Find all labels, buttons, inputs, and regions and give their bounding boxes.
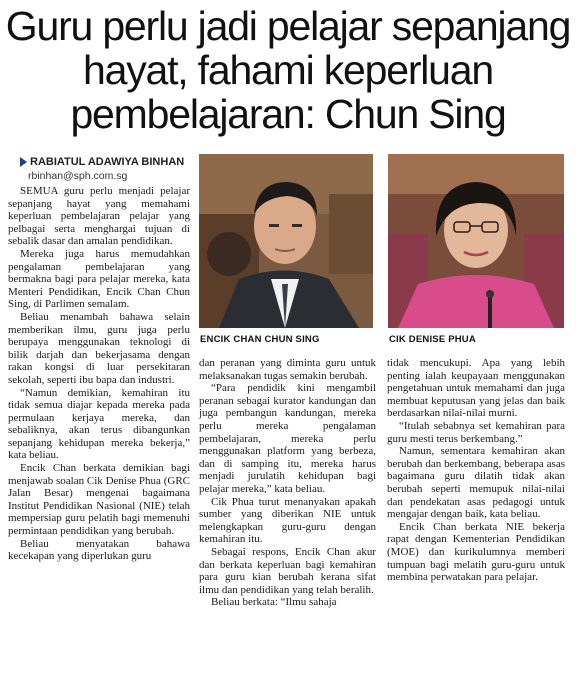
paragraph: Cik Phua turut menanyakan apakah sumber yang diberikan NIE untuk melengkapkan guru-guru dengan kemahiran itu. bbox=[199, 495, 376, 546]
paragraph: Beliau menambah bahawa selain memberikan ilmu, guru juga perlu berupaya menggunakan teknologi di bilik darjah dan bekerjasama dengan rakan kongsi di luar persekitaran sekolah, seperti ibu bapa dan industri. bbox=[8, 310, 190, 386]
paragraph: dan peranan yang diminta guru untuk melaksanakan tugas semakin berubah. bbox=[199, 357, 376, 382]
photo-denise-phua bbox=[388, 154, 564, 328]
portrait-man-image bbox=[199, 154, 373, 328]
paragraph: Encik Chan berkata demikian bagi menjawab soalan Cik Denise Phua (GRC Jalan Besar) mengenai bagaimana Institut Pendidikan Nasional (NIE) telah mempersiap guru pelatih bagi memenuhi permintaan pendidikan yang berubah. bbox=[8, 462, 190, 538]
paragraph: “Namun demikian, kemahiran itu tidak semua diajar kepada mereka pada permulaan kerjaya mereka, dan sebaliknya, akan terus dibangunkan sepanjang kehidupan mereka bekerja,” kata beliau. bbox=[8, 386, 190, 462]
paragraph: “Para pendidik kini mengambil peranan sebagai kurator kandungan dan juga pembangun kandungan, mereka perlu mereka pengalaman pembelajaran, mereka perlu menggunakan platform yang berbeza, dan di samping itu, mereka harus menjadi jurulatih kehidupan bagi pelajar mereka,” kata beliau. bbox=[199, 382, 376, 495]
headline-line-2: hayat, fahami keperluan bbox=[82, 47, 493, 93]
headline bbox=[0, 4, 576, 136]
author-email: rbinhan@sph.com.sg bbox=[28, 170, 128, 182]
paragraph: Beliau menyatakan bahawa kecekapan yang diperlukan guru bbox=[8, 537, 190, 563]
byline bbox=[20, 156, 184, 168]
author-name: RABIATUL ADAWIYA BINHAN bbox=[30, 156, 185, 168]
paragraph: Beliau berkata: “Ilmu sahaja bbox=[211, 596, 337, 609]
paragraph: tidak mencukupi. Apa yang lebih penting ialah keupayaan menggunakan pengetahuan untuk memahami dan juga membuat keputusan yang jelas dan baik berdasarkan nilai-nilai murni. bbox=[387, 357, 565, 420]
paragraph: Encik Chan berkata NIE bekerja rapat dengan Kementerian Pendidikan (MOE) dan kurikulumnya memberi tumpuan bagi melatih guru-guru untuk membina perwatakan para pelajar. bbox=[387, 520, 565, 584]
caption-chan-chun-sing: ENCIK CHAN CHUN SING bbox=[200, 334, 320, 345]
headline-line-3: pembelajaran: Chun Sing bbox=[70, 91, 506, 137]
paragraph: Namun, sementara kemahiran akan berubah dan berkembang, beberapa asas bagaimana guru dilatih tidak akan berubah seperti memupuk nilai-nilai dan pendekatan asas pedagogi untuk mengajar dengan baik, kata beliau. bbox=[387, 445, 565, 521]
paragraph: “Itulah sebabnya set kemahiran para guru mesti terus berkembang.” bbox=[387, 419, 565, 445]
paragraph: Mereka juga harus memudahkan pengalaman pembelajaran yang bermakna bagi para pelajar mereka, kata Menteri Pendidikan, Encik Chan Chun Sing, di Parlimen semalam. bbox=[8, 247, 190, 311]
triangle-arrow-icon bbox=[20, 157, 27, 167]
article-column-3 bbox=[387, 357, 565, 584]
paragraph: Sebagai respons, Encik Chan akur dan berkata keperluan bagi kemahiran para guru kian berubah kerana sifat ilmu dan pendidikan yang telah beralih. bbox=[199, 545, 376, 596]
caption-denise-phua: CIK DENISE PHUA bbox=[389, 334, 476, 345]
headline-line-1: Guru perlu jadi pelajar sepanjang bbox=[5, 3, 571, 49]
article-column-2 bbox=[199, 357, 376, 609]
photo-chan-chun-sing bbox=[199, 154, 373, 328]
portrait-woman-image bbox=[388, 154, 564, 328]
paragraph: SEMUA guru perlu menjadi pelajar sepanjang hayat yang memahami keperluan pembelajaran pelajar yang pelbagai serta menghargai tujuan di sebalik dasar dan amalan pendidikan. bbox=[8, 185, 190, 248]
article-column-1 bbox=[8, 185, 190, 563]
